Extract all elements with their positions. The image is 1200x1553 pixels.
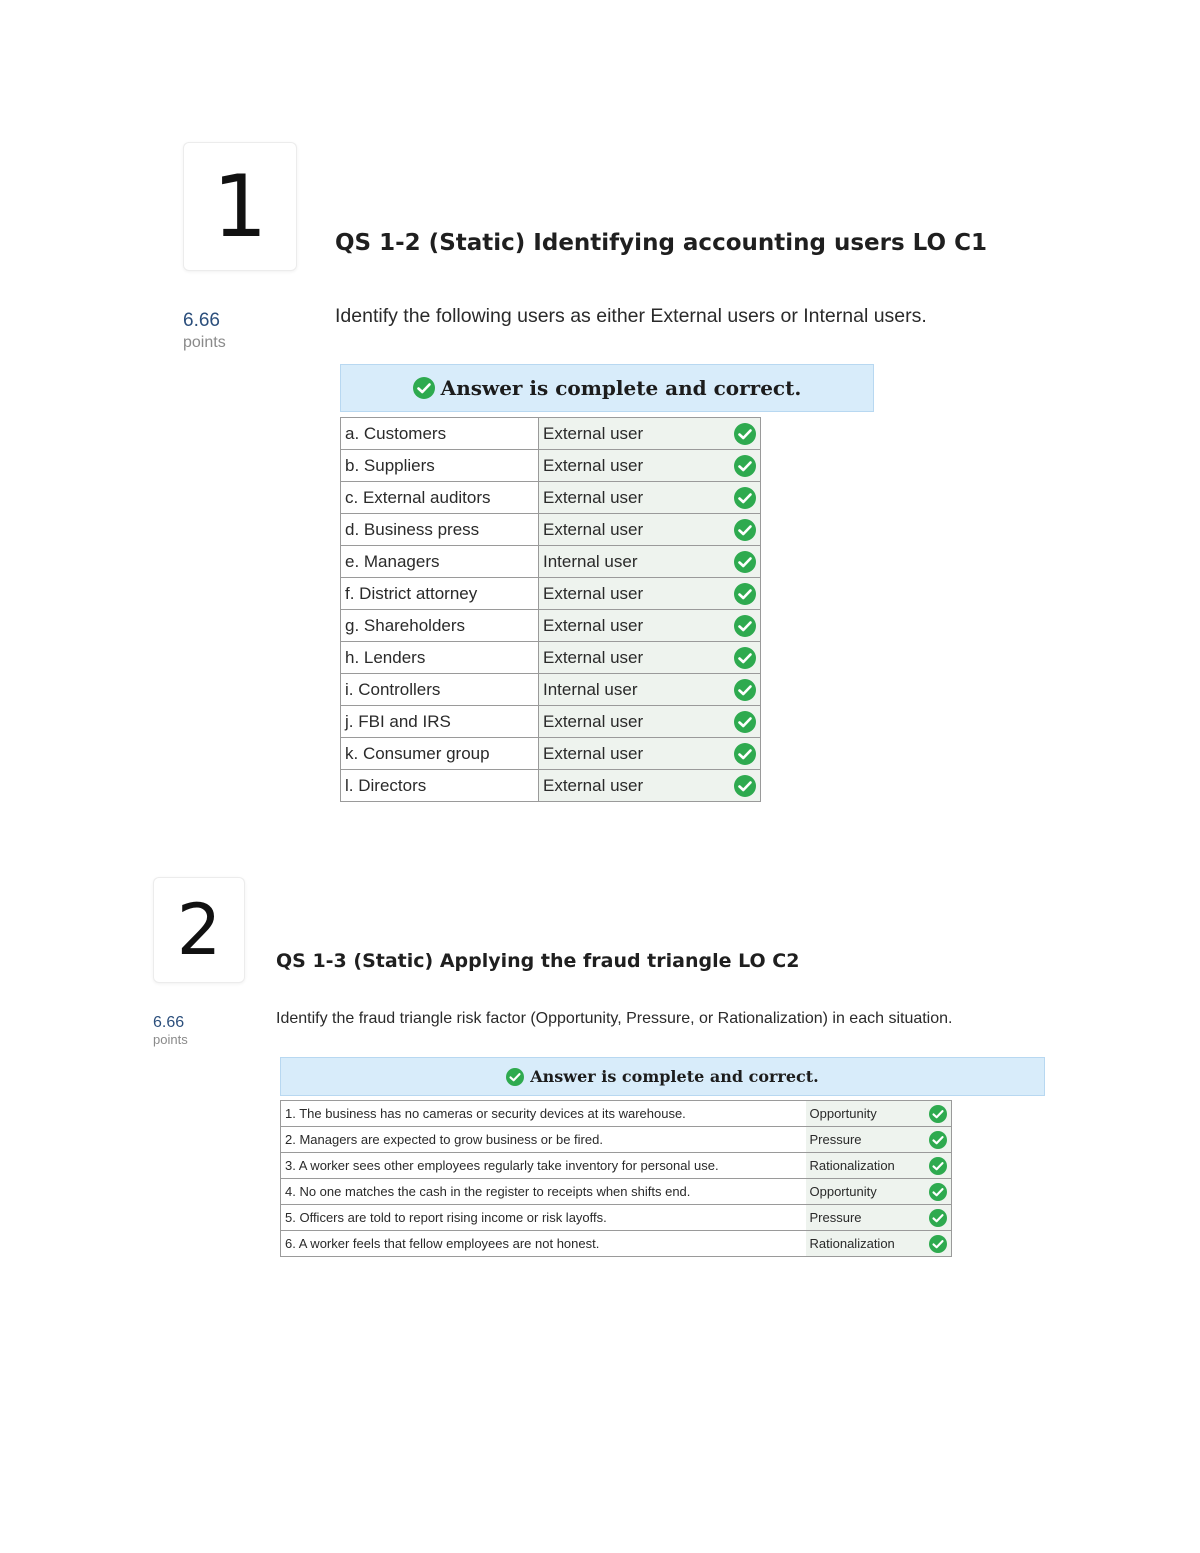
check-circle-icon (929, 1105, 947, 1123)
item-cell: 3. A worker sees other employees regularly take inventory for personal use. (281, 1153, 806, 1179)
answer-wrap (543, 775, 756, 797)
answer-value: External user (543, 455, 644, 475)
answer-value: External user (543, 487, 644, 507)
table-row (281, 1179, 952, 1205)
answer-value: Rationalization (809, 1158, 895, 1173)
answer-wrap (543, 647, 756, 669)
answer-value: Internal user (543, 679, 638, 699)
answer-value: External user (543, 519, 644, 539)
answer-wrap (543, 455, 756, 477)
question-number: 2 (176, 889, 222, 971)
answer-wrap (543, 583, 756, 605)
check-circle-icon (506, 1068, 524, 1086)
answer-wrap (543, 615, 756, 637)
item-cell: 5. Officers are told to report rising income or risk layoffs. (281, 1205, 806, 1231)
check-circle-icon (734, 647, 756, 669)
answer-wrap (810, 1157, 948, 1175)
answer-wrap (810, 1183, 948, 1201)
item-cell: 1. The business has no cameras or security devices at its warehouse. (281, 1101, 806, 1127)
answer-value: Opportunity (809, 1184, 877, 1199)
check-circle-icon (734, 679, 756, 701)
check-circle-icon (734, 583, 756, 605)
check-circle-icon (929, 1157, 947, 1175)
points-value: 6.66 (153, 1014, 185, 1031)
result-banner (280, 1057, 1045, 1096)
points-label: points (153, 1032, 188, 1048)
question-title: QS 1-2 (Static) Identifying accounting users LO C1 (335, 230, 987, 256)
answer-cell[interactable] (806, 1179, 952, 1205)
table-row (341, 610, 761, 642)
answer-wrap (543, 487, 756, 509)
answer-cell[interactable] (539, 706, 761, 738)
answer-value: External user (543, 423, 644, 443)
question-instruction: Identify the following users as either External users or Internal users. (335, 305, 927, 327)
item-cell: d. Business press (341, 514, 539, 546)
answer-value: External user (543, 743, 644, 763)
answer-table (340, 417, 761, 802)
table-row (281, 1205, 952, 1231)
check-circle-icon (413, 377, 435, 399)
table-row (281, 1127, 952, 1153)
result-banner-text: Answer is complete and correct. (530, 1067, 819, 1086)
table-row (281, 1231, 952, 1257)
answer-value: External user (543, 775, 644, 795)
answer-cell[interactable] (539, 546, 761, 578)
answer-wrap (543, 711, 756, 733)
question-instruction: Identify the fraud triangle risk factor (Opportunity, Pressure, or Rationalization) in each situation. (276, 1010, 953, 1027)
answer-wrap (810, 1105, 948, 1123)
check-circle-icon (734, 423, 756, 445)
item-cell: i. Controllers (341, 674, 539, 706)
answer-cell[interactable] (539, 418, 761, 450)
check-circle-icon (929, 1131, 947, 1149)
check-circle-icon (929, 1209, 947, 1227)
check-circle-icon (734, 615, 756, 637)
item-cell: f. District attorney (341, 578, 539, 610)
answer-wrap (810, 1235, 948, 1253)
question-number-badge (153, 877, 245, 983)
answer-wrap (543, 743, 756, 765)
table-row (341, 706, 761, 738)
points-box (153, 1013, 188, 1048)
answer-wrap (810, 1209, 948, 1227)
item-cell: a. Customers (341, 418, 539, 450)
item-cell: 6. A worker feels that fellow employees are not honest. (281, 1231, 806, 1257)
answer-cell[interactable] (539, 738, 761, 770)
answer-value: External user (543, 647, 644, 667)
answer-wrap (543, 423, 756, 445)
answer-value: Opportunity (809, 1106, 877, 1121)
answer-wrap (543, 519, 756, 541)
table-row (281, 1101, 952, 1127)
item-cell: g. Shareholders (341, 610, 539, 642)
item-cell: e. Managers (341, 546, 539, 578)
answer-cell[interactable] (806, 1231, 952, 1257)
table-row (341, 738, 761, 770)
answer-wrap (543, 551, 756, 573)
answer-cell[interactable] (806, 1101, 952, 1127)
item-cell: k. Consumer group (341, 738, 539, 770)
item-cell: c. External auditors (341, 482, 539, 514)
table-row (341, 482, 761, 514)
answer-cell[interactable] (539, 450, 761, 482)
answer-cell[interactable] (539, 578, 761, 610)
table-row (341, 770, 761, 802)
answer-cell[interactable] (539, 514, 761, 546)
question-number: 1 (212, 156, 268, 257)
answer-cell[interactable] (539, 482, 761, 514)
answer-value: Pressure (809, 1132, 862, 1147)
check-circle-icon (734, 519, 756, 541)
answer-cell[interactable] (806, 1205, 952, 1231)
answer-cell[interactable] (539, 674, 761, 706)
table-row (341, 578, 761, 610)
table-row (341, 674, 761, 706)
check-circle-icon (734, 551, 756, 573)
table-row (281, 1153, 952, 1179)
answer-wrap (810, 1131, 948, 1149)
item-cell: 4. No one matches the cash in the register to receipts when shifts end. (281, 1179, 806, 1205)
points-label: points (183, 333, 226, 351)
points-box (183, 310, 226, 352)
points-value: 6.66 (183, 310, 220, 331)
table-row (341, 514, 761, 546)
question-title: QS 1-3 (Static) Applying the fraud triangle LO C2 (276, 950, 800, 972)
table-row (341, 546, 761, 578)
answer-cell[interactable] (539, 642, 761, 674)
answer-value: External user (543, 583, 644, 603)
answer-cell[interactable] (806, 1153, 952, 1179)
answer-cell[interactable] (806, 1127, 952, 1153)
check-circle-icon (734, 455, 756, 477)
check-circle-icon (734, 711, 756, 733)
answer-table (280, 1100, 952, 1257)
answer-cell[interactable] (539, 770, 761, 802)
answer-value: Internal user (543, 551, 638, 571)
item-cell: h. Lenders (341, 642, 539, 674)
result-banner-text: Answer is complete and correct. (440, 376, 802, 400)
item-cell: 2. Managers are expected to grow business or be fired. (281, 1127, 806, 1153)
result-banner (340, 364, 874, 412)
check-circle-icon (734, 487, 756, 509)
table-row (341, 450, 761, 482)
table-row (341, 418, 761, 450)
answer-value: External user (543, 615, 644, 635)
answer-value: External user (543, 711, 644, 731)
check-circle-icon (929, 1183, 947, 1201)
check-circle-icon (734, 775, 756, 797)
answer-value: Pressure (809, 1210, 862, 1225)
answer-value: Rationalization (809, 1236, 895, 1251)
answer-wrap (543, 679, 756, 701)
table-row (341, 642, 761, 674)
item-cell: b. Suppliers (341, 450, 539, 482)
answer-cell[interactable] (539, 610, 761, 642)
check-circle-icon (734, 743, 756, 765)
check-circle-icon (929, 1235, 947, 1253)
item-cell: l. Directors (341, 770, 539, 802)
item-cell: j. FBI and IRS (341, 706, 539, 738)
question-number-badge (183, 142, 297, 271)
